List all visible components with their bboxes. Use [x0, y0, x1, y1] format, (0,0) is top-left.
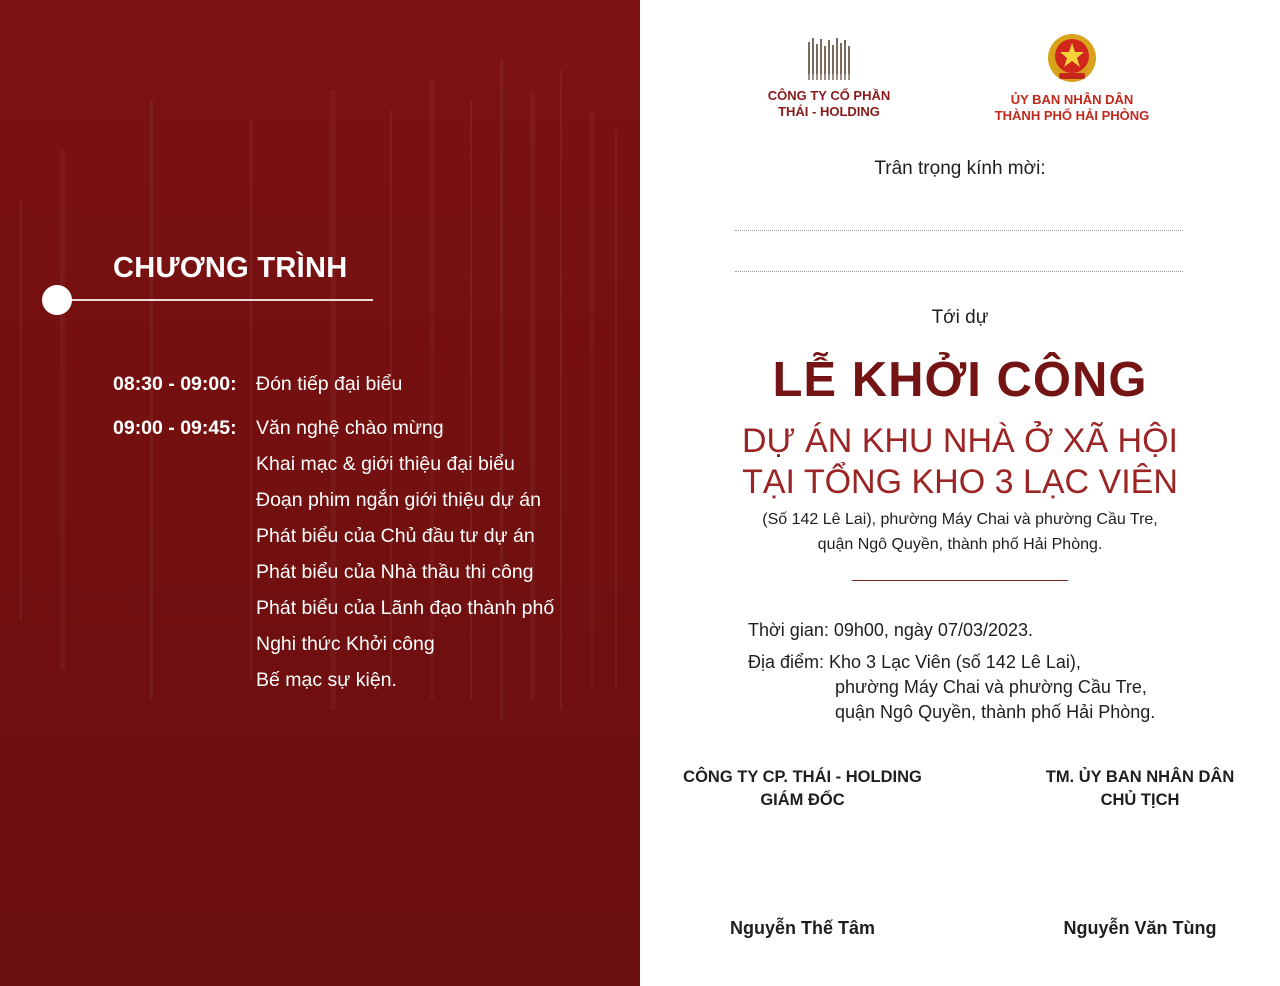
signatory-org: TM. ỦY BAN NHÂN DÂN — [1045, 768, 1235, 786]
schedule-time: 09:00 - 09:45: — [113, 417, 237, 439]
schedule-activity: Phát biểu của Lãnh đạo thành phố — [256, 597, 555, 619]
guest-name-line — [735, 271, 1183, 272]
project-title-line1: DỰ ÁN KHU NHÀ Ở XÃ HỘI — [741, 422, 1179, 460]
schedule-item — [113, 412, 623, 448]
event-location-line2: phường Máy Chai và phường Cầu Tre, — [835, 677, 1147, 697]
schedule-item — [113, 628, 623, 664]
signatory-title: GIÁM ĐỐC — [760, 791, 845, 809]
signature-block-company — [680, 766, 925, 812]
schedule-item — [113, 368, 623, 404]
schedule-activity: Phát biểu của Nhà thầu thi công — [256, 561, 534, 583]
signatory-name-company: Nguyễn Thế Tâm — [729, 918, 876, 938]
schedule-activity: Khai mạc & giới thiệu đại biểu — [256, 453, 515, 475]
section-divider — [852, 580, 1068, 581]
title-underline — [70, 299, 373, 301]
schedule-activity: Đoạn phim ngắn giới thiệu dự án — [256, 489, 541, 511]
title-bullet-dot — [42, 285, 72, 315]
schedule-activity: Nghi thức Khởi công — [256, 633, 435, 655]
attend-label: Tới dự — [931, 307, 989, 328]
schedule-time: 08:30 - 09:00: — [113, 373, 237, 395]
schedule-item — [113, 520, 623, 556]
schedule-item — [113, 664, 623, 700]
signatory-title: CHỦ TỊCH — [1100, 791, 1180, 809]
city-committee-logo — [974, 32, 1170, 124]
schedule-activity: Phát biểu của Chủ đầu tư dự án — [256, 525, 535, 547]
guest-name-line — [735, 230, 1183, 231]
signatory-org: CÔNG TY CP. THÁI - HOLDING — [683, 768, 922, 786]
schedule-item — [113, 556, 623, 592]
company-name-line1: CÔNG TY CỔ PHẦN — [767, 88, 891, 103]
schedule-list — [113, 368, 623, 700]
schedule-item — [113, 484, 623, 520]
ceremony-title: LỄ KHỞI CÔNG — [772, 353, 1148, 407]
city-committee-line2: THÀNH PHỐ HẢI PHÒNG — [994, 108, 1150, 123]
schedule-activity: Bế mạc sự kiện. — [256, 669, 397, 691]
schedule-activity: Đón tiếp đại biểu — [256, 373, 403, 395]
signatory-name-city: Nguyễn Văn Tùng — [1063, 918, 1217, 938]
invite-greeting: Trân trọng kính mời: — [874, 158, 1046, 179]
project-title-line2: TẠI TỔNG KHO 3 LẠC VIÊN — [742, 463, 1178, 501]
company-name-line2: THÁI - HOLDING — [778, 104, 880, 119]
project-address-line2: quận Ngô Quyền, thành phố Hải Phòng. — [817, 536, 1103, 553]
schedule-activity: Văn nghệ chào mừng — [256, 417, 444, 439]
signature-block-city — [1030, 766, 1250, 812]
company-logo — [744, 36, 914, 120]
project-address-line1: (Số 142 Lê Lai), phường Máy Chai và phường Cầu Tre, — [762, 511, 1158, 528]
invitation-panel — [640, 0, 1280, 986]
event-location-line3: quận Ngô Quyền, thành phố Hải Phòng. — [835, 702, 1156, 722]
event-time: Thời gian: 09h00, ngày 07/03/2023. — [748, 620, 1034, 640]
schedule-item — [113, 592, 623, 628]
company-logo-icon — [806, 36, 852, 82]
city-committee-line1: ỦY BAN NHÂN DÂN — [1010, 92, 1134, 107]
program-title: CHƯƠNG TRÌNH — [113, 252, 348, 284]
event-location: Địa điểm: Kho 3 Lạc Viên (số 142 Lê Lai), — [748, 652, 1081, 672]
schedule-item — [113, 448, 623, 484]
national-emblem-icon — [1045, 32, 1099, 86]
